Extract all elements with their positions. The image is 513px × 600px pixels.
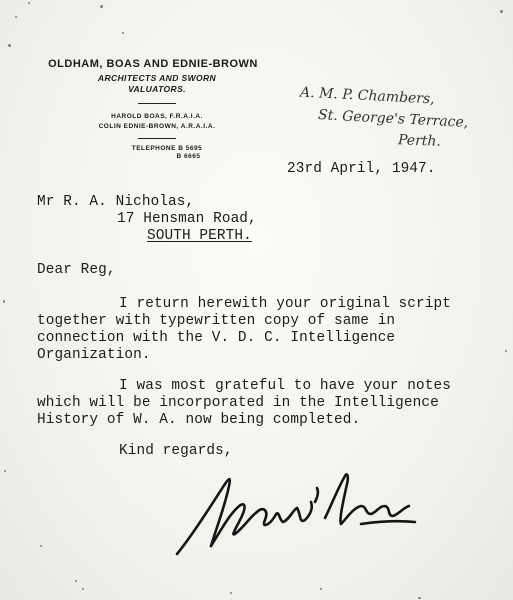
body-p1-line1: I return herewith your original script <box>119 296 451 312</box>
telephone-block <box>42 145 292 161</box>
sender-address-line2: St. George's Terrace, <box>317 107 469 131</box>
sender-address-line1: A. M. P. Chambers, <box>299 84 435 108</box>
firm-subtitle-line1: ARCHITECTS AND SWORN <box>97 73 217 83</box>
firm-subtitle-line2: VALUATORS. <box>128 84 186 94</box>
recipient-name: Mr R. A. Nicholas, <box>37 194 195 210</box>
partner-name-1: HAROLD BOAS, F.R.A.I.A. <box>111 113 203 120</box>
telephone-number-2: B 6665 <box>176 153 201 160</box>
scan-speck <box>82 588 84 590</box>
scan-speck <box>320 588 322 590</box>
recipient-suburb: SOUTH PERTH. <box>147 228 252 244</box>
scan-speck <box>3 300 5 303</box>
scan-speck <box>505 350 507 352</box>
body-p1-line4: Organization. <box>37 347 151 363</box>
scan-speck <box>28 2 30 4</box>
body-p1-line3: connection with the V. D. C. Intelligence <box>37 330 396 346</box>
letterhead <box>22 58 292 161</box>
body-p1-line2: together with typewritten copy of same in <box>37 313 396 329</box>
letterhead-divider <box>138 103 176 104</box>
partner-name-2: COLIN EDNIE-BROWN, A.R.A.I.A. <box>98 123 216 130</box>
scan-speck <box>100 5 103 8</box>
scan-speck <box>40 545 42 547</box>
handwritten-signature <box>165 462 425 572</box>
scan-speck <box>75 580 77 582</box>
body-p2-line1: I was most grateful to have your notes <box>119 378 451 394</box>
scan-speck <box>8 44 11 47</box>
scan-speck <box>500 10 503 13</box>
salutation: Dear Reg, <box>37 262 116 278</box>
letter-date: 23rd April, 1947. <box>287 161 436 177</box>
closing: Kind regards, <box>119 443 233 459</box>
telephone-label: TELEPHONE <box>131 145 176 152</box>
telephone-number-1: B 5695 <box>178 145 203 152</box>
recipient-street: 17 Hensman Road, <box>117 211 257 227</box>
body-p2-line2: which will be incorporated in the Intelligence <box>37 395 439 411</box>
scan-speck <box>15 16 17 18</box>
scan-speck <box>4 470 6 472</box>
sender-address-line3: Perth. <box>397 132 442 150</box>
scan-speck <box>230 592 232 594</box>
scan-speck <box>122 32 124 34</box>
firm-name: OLDHAM, BOAS AND EDNIE-BROWN <box>48 58 258 70</box>
body-p2-line3: History of W. A. now being completed. <box>37 412 361 428</box>
scan-speck <box>418 597 421 599</box>
letterhead-divider <box>138 138 176 139</box>
